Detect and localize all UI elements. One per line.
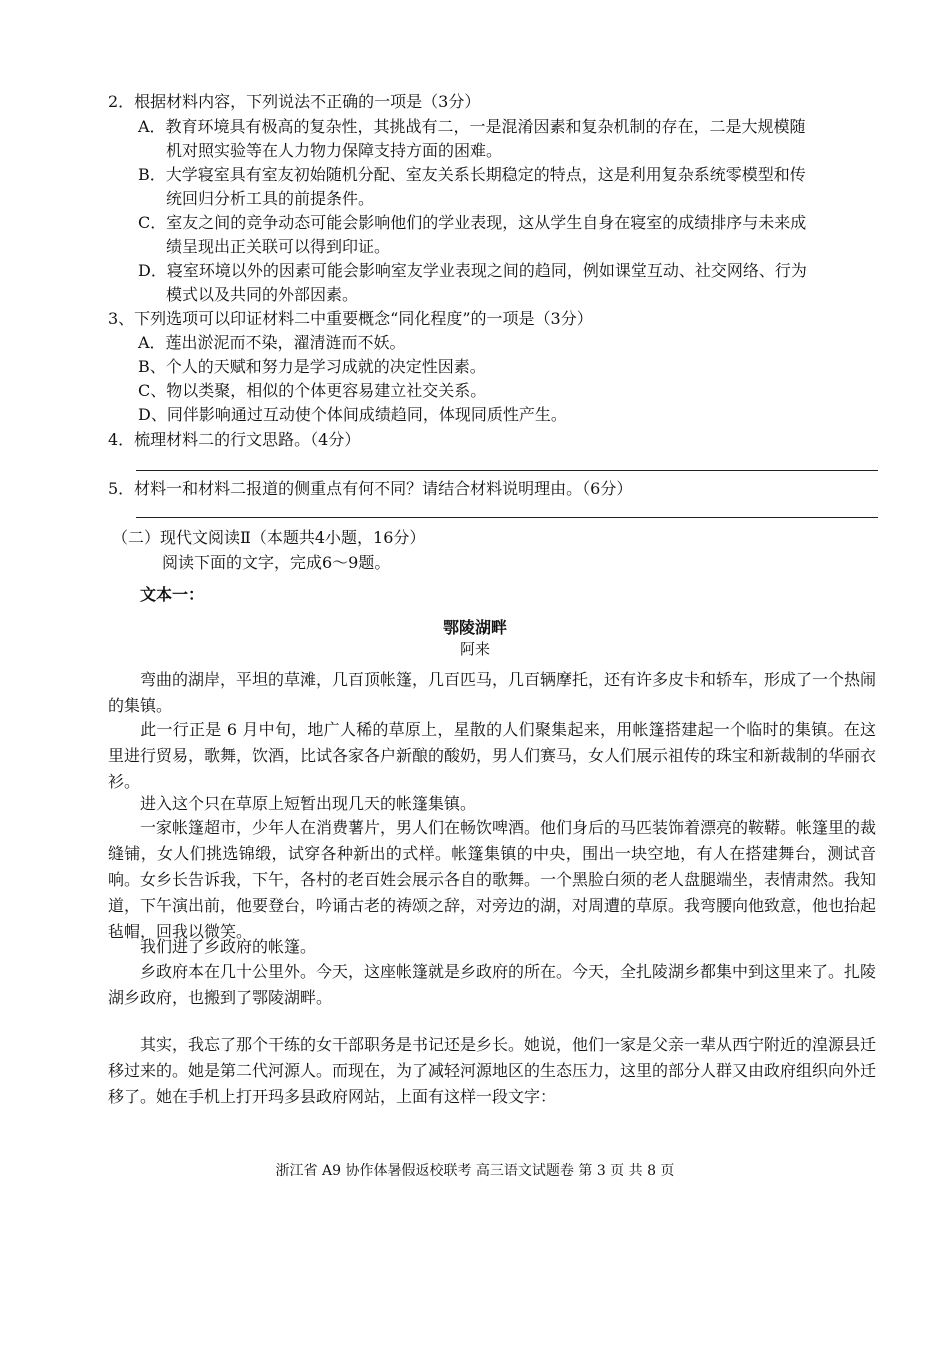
question-2-option-b-line1: B．大学寝室具有室友初始随机分配、室友关系长期稳定的特点，这是利用复杂系统零模型和传 bbox=[138, 165, 806, 184]
article-author: 阿来 bbox=[459, 640, 490, 658]
question-2-stem: 2．根据材料内容，下列说法不正确的一项是（3分） bbox=[108, 92, 481, 111]
question-3-option-c: C、物以类聚，相似的个体更容易建立社交关系。 bbox=[138, 381, 487, 400]
question-2-option-b-line2: 统回归分析工具的前提条件。 bbox=[166, 189, 375, 208]
question-3-option-d: D、同伴影响通过互动使个体间成绩趋同，体现同质性产生。 bbox=[138, 405, 567, 424]
question-2-option-c-line1: C．室友之间的竞争动态可能会影响他们的学业表现，这从学生自身在寝室的成绩排序与未来成 bbox=[138, 213, 807, 232]
question-4-stem: 4．梳理材料二的行文思路。（4分） bbox=[108, 430, 361, 449]
article-paragraph: 此一行正是 6 月中旬，地广人稀的草原上，星散的人们聚集起来，用帐篷搭建起一个临时的集镇。在这里进行贸易，歌舞，饮酒，比试各家各户新酿的酸奶，男人们赛马，女人们展示祖传的珠宝和新裁制的华丽衣衫。 bbox=[108, 720, 877, 791]
article-paragraph: 弯曲的湖岸，平坦的草滩，几百顶帐篷，几百匹马，几百辆摩托，还有许多皮卡和轿车，形成了一个热闹的集镇。 bbox=[108, 670, 877, 715]
article-paragraph: 其实，我忘了那个干练的女干部职务是书记还是乡长。她说，他们一家是父亲一辈从西宁附近的湟源县迁移过来的。她是第二代河源人。而现在，为了减轻河源地区的生态压力，这里的部分人群又由政府组织向外迁移了。她在手机上打开玛多县政府网站，上面有这样一段文字： bbox=[108, 1035, 877, 1106]
text-one-label: 文本一： bbox=[140, 585, 205, 604]
article-title: 鄂陵湖畔 bbox=[442, 618, 507, 637]
article-paragraph: 进入这个只在草原上短暂出现几天的帐篷集镇。 bbox=[140, 794, 477, 813]
question-2-option-c-line2: 绩呈现出正关联可以得到印证。 bbox=[166, 237, 391, 256]
question-2-option-d-line2: 模式以及共同的外部因素。 bbox=[166, 285, 359, 304]
question-2-option-a-line1: A．教育环境具有极高的复杂性，其挑战有二，一是混淆因素和复杂机制的存在，二是大规模随 bbox=[138, 117, 806, 136]
question-3-stem: 3、下列选项可以印证材料二中重要概念“同化程度”的一项是（3分） bbox=[108, 309, 593, 328]
question-2-option-d-line1: D．寝室环境以外的因素可能会影响室友学业表现之间的趋同，例如课堂互动、社交网络、行为 bbox=[138, 261, 807, 280]
answer-line-q4 bbox=[136, 470, 878, 471]
question-5-stem: 5．材料一和材料二报道的侧重点有何不同？请结合材料说明理由。（6分） bbox=[108, 479, 633, 498]
question-3-option-a: A．莲出淤泥而不染，濯清涟而不妖。 bbox=[138, 333, 406, 352]
question-2-option-a-line2: 机对照实验等在人力物力保障支持方面的困难。 bbox=[166, 141, 503, 160]
page-footer: 浙江省 A9 协作体暑假返校联考 高三语文试题卷 第 3 页 共 8 页 bbox=[275, 1163, 675, 1179]
article-paragraph: 乡政府本在几十公里外。今天，这座帐篷就是乡政府的所在。今天，全扎陵湖乡都集中到这里来了。扎陵湖乡政府，也搬到了鄂陵湖畔。 bbox=[108, 962, 877, 1007]
answer-line-q5 bbox=[136, 517, 878, 518]
section-2-instruction: 阅读下面的文字，完成6～9题。 bbox=[162, 553, 391, 572]
section-2-heading: （二）现代文阅读Ⅱ（本题共4小题，16分） bbox=[112, 528, 426, 547]
article-paragraph: 我们进了乡政府的帐篷。 bbox=[140, 937, 317, 956]
article-paragraph: 一家帐篷超市，少年人在消费薯片，男人们在畅饮啤酒。他们身后的马匹装饰着漂亮的鞍鞯。帐篷里的裁缝铺，女人们挑选锦缎，试穿各种新出的式样。帐篷集镇的中央，围出一块空地，有人在搭建舞台，测试音响。女乡长告诉我，下午，各村的老百姓会展示各自的歌舞。一个黑脸白须的老人盘腿端坐，表情肃然。我知道，下午演出前，他要登台，吟诵古老的祷颂之辞，对旁边的湖，对周遭的草原。我弯腰向他致意，他也抬起毡帽，回我以微笑。 bbox=[108, 818, 877, 941]
question-3-option-b: B、个人的天赋和努力是学习成就的决定性因素。 bbox=[138, 357, 486, 376]
